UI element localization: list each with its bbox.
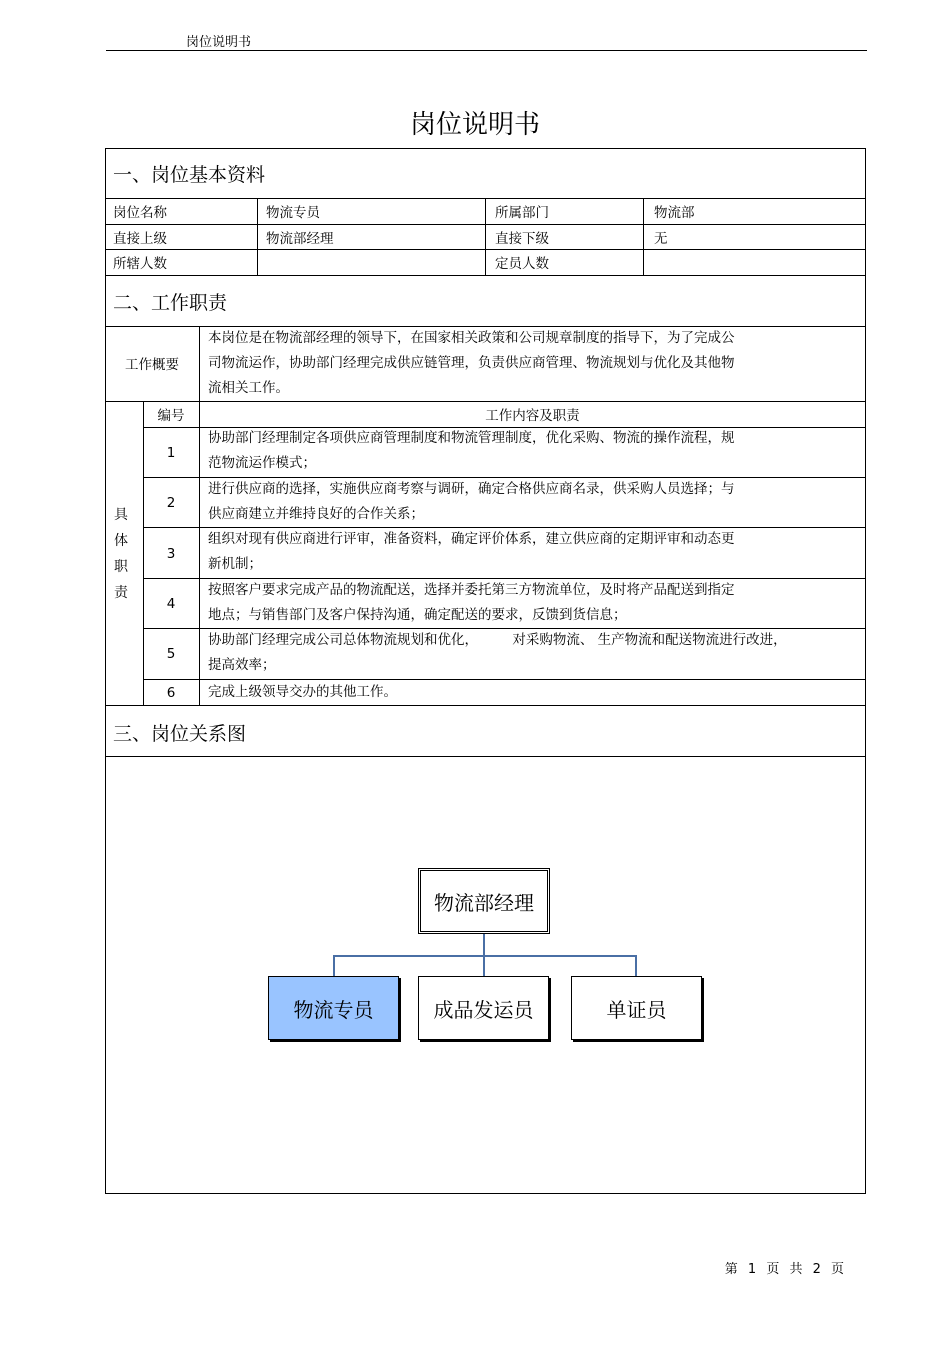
label-direct-subordinate: 直接下级 (495, 231, 549, 247)
overview-label: 工作概要 (125, 357, 179, 373)
table-rule (105, 756, 866, 757)
label-department: 所属部门 (495, 205, 549, 221)
table-rule (643, 198, 644, 275)
table-rule (105, 705, 866, 706)
org-connector (635, 955, 637, 976)
duty-number: 4 (166, 596, 176, 612)
duty-text: 按照客户要求完成产品的物流配送，选择并委托第三方物流单位，及时将产品配送到指定 地点；与销售部门及客户保持沟通，确定配送的要求，反馈到货信息； (208, 582, 735, 623)
duty-number: 5 (166, 646, 176, 662)
value-direct-superior: 物流部经理 (266, 231, 334, 247)
org-box-manager: 物流部经理 (418, 868, 550, 934)
section-heading-duties: 二、工作职责 (113, 292, 228, 314)
table-rule (105, 401, 866, 402)
overview-text (208, 326, 735, 401)
duty-text: 进行供应商的选择，实施供应商考察与调研，确定合格供应商名录，供采购人员选择；与 供应商建立并维持良好的合作关系； (208, 481, 735, 522)
table-rule (485, 198, 486, 275)
org-box-logistics-specialist: 物流专员 (268, 976, 399, 1040)
value-direct-subordinate: 无 (654, 231, 668, 247)
table-rule (105, 275, 866, 276)
document-title: 岗位说明书 (409, 110, 540, 140)
label-staff-quota: 定员人数 (495, 256, 549, 272)
table-rule (199, 326, 200, 705)
label-managed-headcount: 所辖人数 (113, 256, 167, 272)
value-position-name: 物流专员 (266, 205, 320, 221)
label-direct-superior: 直接上级 (113, 231, 167, 247)
column-header-number: 编号 (157, 408, 185, 424)
running-header: 岗位说明书 (186, 35, 252, 50)
duty-number: 3 (166, 546, 176, 562)
duty-text: 组织对现有供应商进行评审，准备资料，确定评价体系，建立供应商的定期评审和动态更 新机制； (208, 531, 735, 572)
org-box-documentation-clerk: 单证员 (571, 976, 702, 1040)
duty-number: 6 (166, 685, 176, 701)
table-rule (257, 198, 258, 275)
overview-line: 流相关工作。 (208, 380, 289, 396)
duty-text: 完成上级领导交办的其他工作。 (208, 684, 397, 700)
overview-line: 司物流运作，协助部门经理完成供应链管理，负责供应商管理、物流规划与优化及其他物 (208, 355, 735, 371)
page-number: 第 1 页 共 2 页 (724, 1262, 844, 1277)
header-rule (106, 50, 867, 51)
org-connector (333, 955, 637, 957)
column-header-content: 工作内容及职责 (485, 408, 580, 424)
duty-text: 协助部门经理完成公司总体物流规划和优化， 对采购物流、 生产物流和配送物流进行改进， 提高效率； (208, 632, 787, 673)
label-position-name: 岗位名称 (113, 205, 167, 221)
section-heading-relationship: 三、岗位关系图 (113, 723, 247, 745)
overview-line: 本岗位是在物流部经理的领导下，在国家相关政策和公司规章制度的指导下，为了完成公 (208, 330, 735, 346)
org-connector (333, 955, 335, 976)
duty-number: 2 (166, 495, 176, 511)
org-box-shipping-clerk: 成品发运员 (418, 976, 549, 1040)
duty-number: 1 (166, 445, 176, 461)
duty-text: 协助部门经理制定各项供应商管理制度和物流管理制度，优化采购、物流的操作流程，规 范物流运作模式； (208, 430, 735, 471)
duties-side-label: 具 体 职 责 (114, 507, 128, 601)
section-heading-basic-info: 一、岗位基本资料 (113, 164, 266, 186)
value-department: 物流部 (654, 205, 695, 221)
